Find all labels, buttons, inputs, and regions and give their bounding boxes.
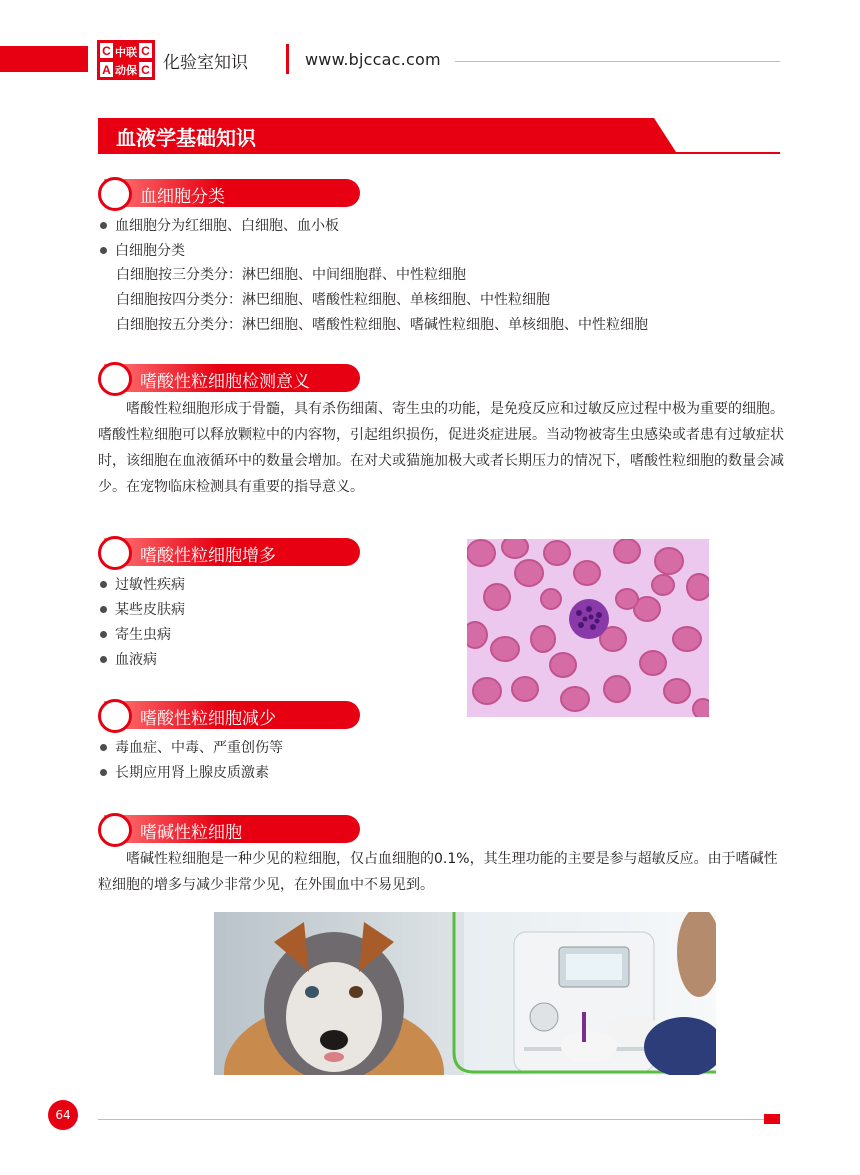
footer-rule xyxy=(98,1119,780,1120)
bullet-icon xyxy=(100,656,107,663)
bullet-icon xyxy=(100,581,107,588)
section-header-eosinophil-decrease xyxy=(98,701,360,729)
section-header-basophil xyxy=(98,815,360,843)
section-title: 嗜酸性粒细胞增多 xyxy=(140,546,276,566)
svg-text:C: C xyxy=(141,44,150,58)
section-title: 嗜酸性粒细胞检测意义 xyxy=(140,372,310,392)
chapter-title: 血液学基础知识 xyxy=(116,126,256,150)
header-title: 化验室知识 xyxy=(163,53,248,73)
list-item: 长期应用肾上腺皮质激素 xyxy=(100,762,269,782)
section-header-circle xyxy=(98,362,132,396)
brand-logo xyxy=(97,40,155,80)
list-item: 某些皮肤病 xyxy=(100,599,185,619)
header-red-bar xyxy=(0,46,88,72)
header-rule xyxy=(455,61,780,62)
paragraph: 嗜酸性粒细胞形成于骨髓，具有杀伤细菌、寄生虫的功能，是免疫反应和过敏反应过程中极为重要的细胞。嗜酸性粒细胞可以释放颗粒中的内容物，引起组织损伤，促进炎症进展。当动物被寄生虫感染或者患有过敏症状时，该细胞在血液循环中的数量会增加。在对犬或猫施加极大或者长期压力的情况下，嗜酸性粒细胞的数量会减少。在宠物临床检测具有重要的指导意义。 xyxy=(98,401,784,495)
list-item: 过敏性疾病 xyxy=(100,574,185,594)
eosinophil-micrograph xyxy=(467,539,709,717)
sub-line: 白细胞按四分类分：淋巴细胞、嗜酸性粒细胞、单核细胞、中性粒细胞 xyxy=(116,292,550,308)
section-header-circle xyxy=(98,699,132,733)
section-title: 血细胞分类 xyxy=(140,187,225,207)
list-item: 血液病 xyxy=(100,649,157,669)
svg-text:中联: 中联 xyxy=(115,46,137,59)
svg-text:C: C xyxy=(141,63,150,77)
header-separator xyxy=(286,44,289,74)
bullet-icon xyxy=(100,744,107,751)
list-item: 毒血症、中毒、严重创伤等 xyxy=(100,737,283,757)
section-header-circle xyxy=(98,813,132,847)
list-item: 寄生虫病 xyxy=(100,624,171,644)
bullet-icon xyxy=(100,769,107,776)
sub-line: 白细胞按五分类分：淋巴细胞、嗜酸性粒细胞、嗜碱性粒细胞、单核细胞、中性粒细胞 xyxy=(116,317,648,333)
list-item: 血细胞分为红细胞、白细胞、血小板 xyxy=(100,215,339,235)
list-item: 白细胞分类 xyxy=(100,240,185,260)
bullet-icon xyxy=(100,631,107,638)
bullet-icon xyxy=(100,222,107,229)
bullet-icon xyxy=(100,247,107,254)
sub-line: 白细胞按三分类分：淋巴细胞、中间细胞群、中性粒细胞 xyxy=(116,267,466,283)
chapter-banner-rule xyxy=(98,152,780,154)
section-header-eosinophil-significance xyxy=(98,364,360,392)
section-header-circle xyxy=(98,177,132,211)
section-header-eosinophil-increase xyxy=(98,538,360,566)
page-number: 64 xyxy=(48,1100,78,1130)
svg-text:C: C xyxy=(102,44,111,58)
bullet-icon xyxy=(100,606,107,613)
footer-accent xyxy=(764,1114,780,1124)
section-title: 嗜酸性粒细胞减少 xyxy=(140,709,276,729)
header-url-link[interactable]: www.bjccac.com xyxy=(305,50,441,69)
svg-text:A: A xyxy=(102,63,111,77)
section-title: 嗜碱性粒细胞 xyxy=(140,823,242,843)
section-header-classification xyxy=(98,179,360,207)
section-header-circle xyxy=(98,536,132,570)
paragraph: 嗜碱性粒细胞是一种少见的粒细胞，仅占血细胞的0.1%，其生理功能的主要是参与超敏反应。由于嗜碱性粒细胞的增多与减少非常少见，在外围血中不易见到。 xyxy=(98,851,778,893)
dog-and-analyzer-photo xyxy=(214,912,716,1075)
svg-text:动保: 动保 xyxy=(115,64,137,77)
